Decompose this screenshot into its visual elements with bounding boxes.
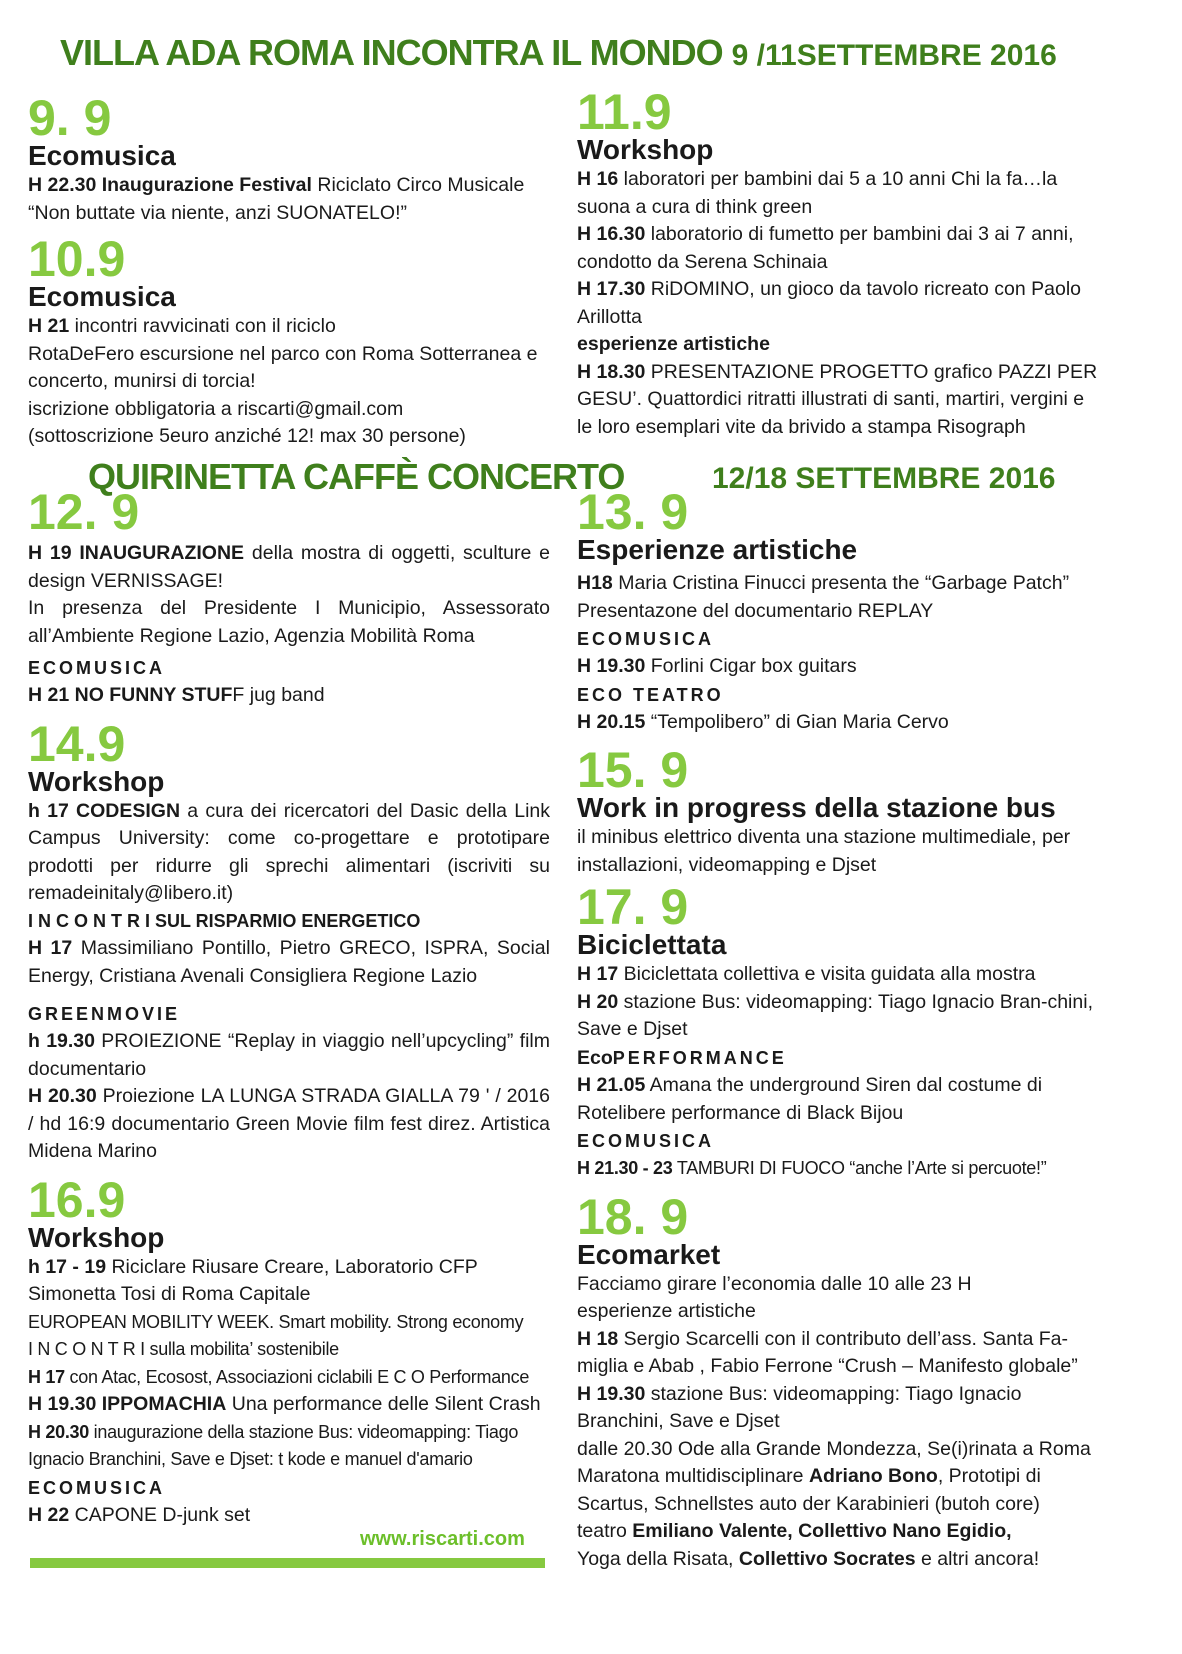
section-9-9 (28, 90, 550, 451)
date-12-9: 12. 9 (28, 484, 140, 540)
title-16-9: Workshop (28, 1221, 165, 1253)
event-17-9-d: H 21.30 - 23 TAMBURI DI FUOCO “anche l’Arte si percuote!” (577, 1158, 1047, 1178)
date-13-9: 13. 9 (577, 484, 689, 540)
label-ecomusica-12: ECOMUSICA (28, 658, 166, 678)
event-11-9-a: H 16 laboratori per bambini dai 5 a 10 anni Chi la fa…la suona a cura di think green (577, 168, 1058, 218)
line-10-9-a: RotaDeFero escursione nel parco con Roma Sotterranea e concerto, munirsi di torcia! (28, 342, 538, 392)
label-ecomusica-17: ECOMUSICA (577, 1131, 715, 1151)
quirinetta-dates: 12/18 SETTEMBRE 2016 (712, 462, 1056, 495)
website-link[interactable]: www.riscarti.com (360, 1528, 525, 1550)
event-12-9-a: H 19 INAUGURAZIONE della mostra di oggetti, sculture e design VERNISSAGE! (28, 542, 550, 592)
date-14-9: 14.9 (28, 715, 126, 772)
title-10-9: Ecomusica (28, 281, 176, 312)
event-16-9-c: H 19.30 IPPOMACHIA Una performance delle Silent Crash (28, 1393, 541, 1415)
festival-dates: 9 /11SETTEMBRE 2016 (731, 39, 1057, 72)
date-18-9: 18. 9 (577, 1188, 689, 1245)
event-14-9-a: h 17 CODESIGN a cura dei ricercatori del Dasic della Link Campus University: come co-progettare e prototipare prodotti per ridurre gli sprechi alimentari (iscriviti su remadeinitaly@libero.it) (28, 799, 550, 904)
label-ecoteatro: ECO TEATRO (577, 684, 724, 705)
event-14-9-b: H 17 Massimiliano Pontillo, Pietro GRECO, ISPRA, Social Energy, Cristiana Avenali Consigliera Regione Lazio (28, 937, 550, 987)
event-12-9-b: H 21 NO FUNNY STUFF jug band (28, 684, 325, 706)
event-16-9-e: H 22 CAPONE D-junk set (28, 1503, 251, 1526)
event-18-9-b: H 19.30 stazione Bus: videomapping: Tiago Ignacio Branchini, Save e Djset (577, 1382, 1022, 1432)
title-11-9: Workshop (577, 134, 714, 165)
line-10-9-b: iscrizione obbligatoria a riscarti@gmail.com (28, 397, 404, 420)
line-16-9-b: I N C O N T R I sulla mobilita’ sostenibile (28, 1339, 339, 1359)
event-9-9: H 22.30 Inaugurazione Festival Riciclato Circo Musicale “Non buttate via niente, anzi SUONATELO!” (28, 174, 525, 224)
label-incontri: I N C O N T R I SUL RISPARMIO ENERGETICO (28, 910, 421, 931)
label-esperienze: esperienze artistiche (577, 333, 770, 355)
section-left-bottom (28, 484, 550, 1529)
date-15-9: 15. 9 (577, 742, 689, 798)
event-16-9-d: H 20.30 inaugurazione della stazione Bus: videomapping: Tiago Ignacio Branchini, Save e Djset: t kode e manuel d'amario (28, 1421, 519, 1469)
event-14-9-d: H 20.30 Proiezione LA LUNGA STRADA GIALLA 79 ' / 2016 / hd 16:9 documentario Green Movie film fest direz. Artistica Midena Marino (28, 1085, 550, 1162)
line-18-9-e: teatro Emiliano Valente, Collettivo Nano Egidio, (577, 1520, 1012, 1542)
section-right-bottom (577, 484, 1101, 1573)
quirinetta-title: QUIRINETTA CAFFÈ CONCERTO (88, 456, 625, 497)
line-18-9-d: Maratona multidisciplinare Adriano Bono, Prototipi di Scartus, Schnellstes auto der Karabinieri (butoh core) (577, 1465, 1041, 1515)
title-18-9: Ecomarket (577, 1238, 721, 1270)
label-ecoperformance: EcoPERFORMANCE (577, 1046, 787, 1069)
date-16-9: 16.9 (28, 1171, 126, 1228)
title-15-9: Work in progress della stazione bus (577, 792, 1056, 823)
line-12-9: In presenza del Presidente I Municipio, Assessorato all’Ambiente Regione Lazio, Agenzia Mobilità Roma (28, 597, 550, 647)
event-17-9-a: H 17 Biciclettata collettiva e visita guidata alla mostra (577, 963, 1036, 985)
event-13-9-a: H18 Maria Cristina Finucci presenta the “Garbage Patch” (577, 572, 1070, 594)
event-13-9-c: H 20.15 “Tempolibero” di Gian Maria Cervo (577, 710, 949, 733)
date-10-9: 10.9 (28, 231, 126, 287)
line-18-9-c: dalle 20.30 Ode alla Grande Mondezza, Se(i)rinata a Roma (577, 1437, 1091, 1460)
title-17-9: Biciclettata (577, 929, 727, 960)
line-16-9-a: EUROPEAN MOBILITY WEEK. Smart mobility. Strong economy (28, 1311, 524, 1332)
event-14-9-c: h 19.30 PROIEZIONE “Replay in viaggio nell’upcycling” film documentario (28, 1030, 550, 1080)
event-16-9-a: h 17 - 19 Riciclare Riusare Creare, Laboratorio CFP Simonetta Tosi di Roma Capitale (28, 1255, 478, 1305)
footer-green-bar (30, 1558, 545, 1568)
event-13-9-b: H 19.30 Forlini Cigar box guitars (577, 655, 857, 677)
event-17-9-c: H 21.05 Amana the underground Siren dal costume di Rotelibere performance di Black Bijou (577, 1074, 1043, 1124)
section-11-9 (577, 84, 1101, 441)
date-11-9: 11.9 (577, 84, 672, 140)
event-17-9-b: H 20 stazione Bus: videomapping: Tiago Ignacio Bran-chini, Save e Djset (577, 990, 1093, 1040)
line-10-9-c: (sottoscrizione 5euro anziché 12! max 30 persone) (28, 425, 466, 447)
event-18-9-a: H 18 Sergio Scarcelli con il contributo dell’ass. Santa Fa-miglia e Abab , Fabio Ferrone “Crush – Manifesto globale” (577, 1327, 1078, 1377)
title-14-9: Workshop (28, 765, 165, 797)
line-18-9-b: esperienze artistiche (577, 1300, 756, 1322)
date-9-9: 9. 9 (28, 90, 112, 146)
line-15-9: il minibus elettrico diventa una stazione multimediale, per installazioni, videomapping e Djset (577, 826, 1071, 876)
line-13-9: Presentazone del documentario REPLAY (577, 599, 934, 622)
label-greenmovie: GREENMOVIE (28, 1004, 181, 1024)
title-13-9: Esperienze artistiche (577, 534, 858, 565)
festival-title (60, 32, 1140, 74)
festival-title-text: VILLA ADA ROMA INCONTRA IL MONDO (60, 32, 723, 73)
label-ecomusica-16: ECOMUSICA (28, 1477, 166, 1498)
line-18-9-a: Facciamo girare l’economia dalle 10 alle 23 H (577, 1272, 972, 1295)
label-ecomusica-13: ECOMUSICA (577, 629, 715, 649)
event-11-9-b: H 16.30 laboratorio di fumetto per bambini dai 3 ai 7 anni, condotto da Serena Schinaia (577, 223, 1074, 273)
line-18-9-f: Yoga della Risata, Collettivo Socrates e altri ancora! (577, 1547, 1040, 1570)
event-16-9-b: H 17 con Atac, Ecosost, Associazioni ciclabili E C O Performance (28, 1366, 530, 1387)
event-11-9-c: H 17.30 RiDOMINO, un gioco da tavolo ricreato con Paolo Arillotta (577, 278, 1082, 328)
event-10-9: H 21 incontri ravvicinati con il riciclo (28, 315, 336, 337)
event-11-9-d: H 18.30 PRESENTAZIONE PROGETTO grafico PAZZI PER GESU’. Quattordici ritratti illustrati di santi, martiri, vergini e le loro esemplari vite da brivido a stampa Risograph (577, 360, 1098, 438)
title-9-9: Ecomusica (28, 140, 176, 171)
date-17-9: 17. 9 (577, 879, 689, 935)
